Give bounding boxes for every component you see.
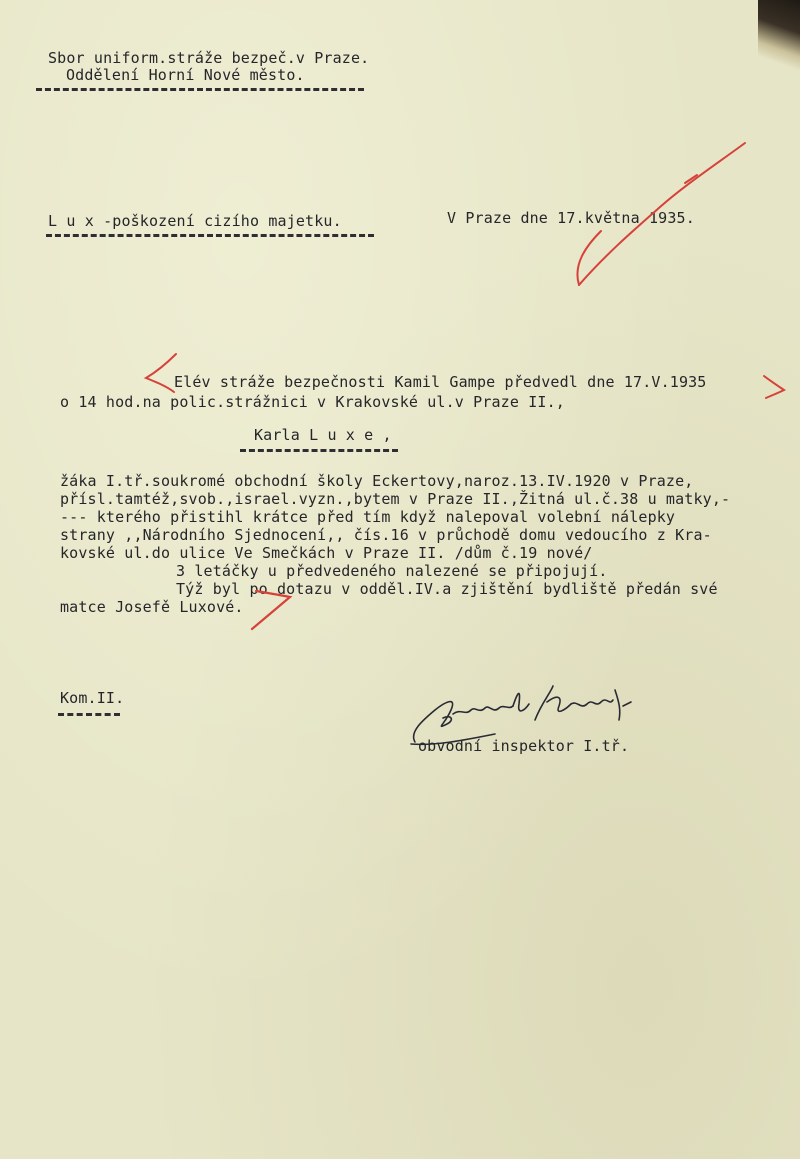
letterhead-underline — [36, 88, 364, 91]
name-underline — [240, 449, 398, 452]
body-line-4: strany ,,Národního Sjednocení,, čís.16 v průchodě domu vedoucího z Kra- — [60, 526, 712, 544]
red-bracket-close-2 — [248, 585, 298, 635]
red-bracket-open — [140, 350, 180, 395]
red-check-mark — [565, 135, 755, 295]
subject-underline — [46, 234, 374, 237]
torn-corner — [758, 0, 800, 80]
body-line-3: --- kterého přistihl krátce před tím když nalepoval volební nálepky — [60, 508, 676, 526]
letterhead-line-2: Oddělení Horní Nové město. — [66, 66, 305, 84]
body-line-7: Týž byl po dotazu v odděl.IV.a zjištění bydliště předán své — [176, 580, 718, 598]
body-line-1: žáka I.tř.soukromé obchodní školy Eckertovy,naroz.13.IV.1920 v Praze, — [60, 472, 694, 490]
handwritten-signature — [405, 680, 665, 750]
red-bracket-close-1 — [760, 372, 790, 402]
body-intro-2: o 14 hod.na polic.strážnici v Krakovské ul.v Praze II., — [60, 393, 565, 411]
letterhead-line-1: Sbor uniform.stráže bezpeč.v Praze. — [48, 49, 370, 67]
body-line-8: matce Josefě Luxové. — [60, 598, 244, 616]
subject-line: L u x -poškození cizího majetku. — [48, 212, 342, 230]
body-line-2: přísl.tamtéž,svob.,israel.vyzn.,bytem v Praze II.,Žitná ul.č.38 u matky,- — [60, 490, 731, 508]
signature-title: obvodní inspektor I.tř. — [418, 737, 630, 755]
body-line-6: 3 letáčky u předvedeného nalezené se připojují. — [176, 562, 608, 580]
place-date: V Praze dne 17.května 1935. — [447, 209, 695, 227]
body-intro-1: Elév stráže bezpečnosti Kamil Gampe předvedl dne 17.V.1935 — [174, 373, 707, 391]
subject-person-name: Karla L u x e , — [254, 426, 392, 444]
body-line-5: kovské ul.do ulice Ve Smečkách v Praze II. /dům č.19 nové/ — [60, 544, 593, 562]
reference-underline — [58, 713, 120, 716]
department-reference: Kom.II. — [60, 689, 125, 707]
